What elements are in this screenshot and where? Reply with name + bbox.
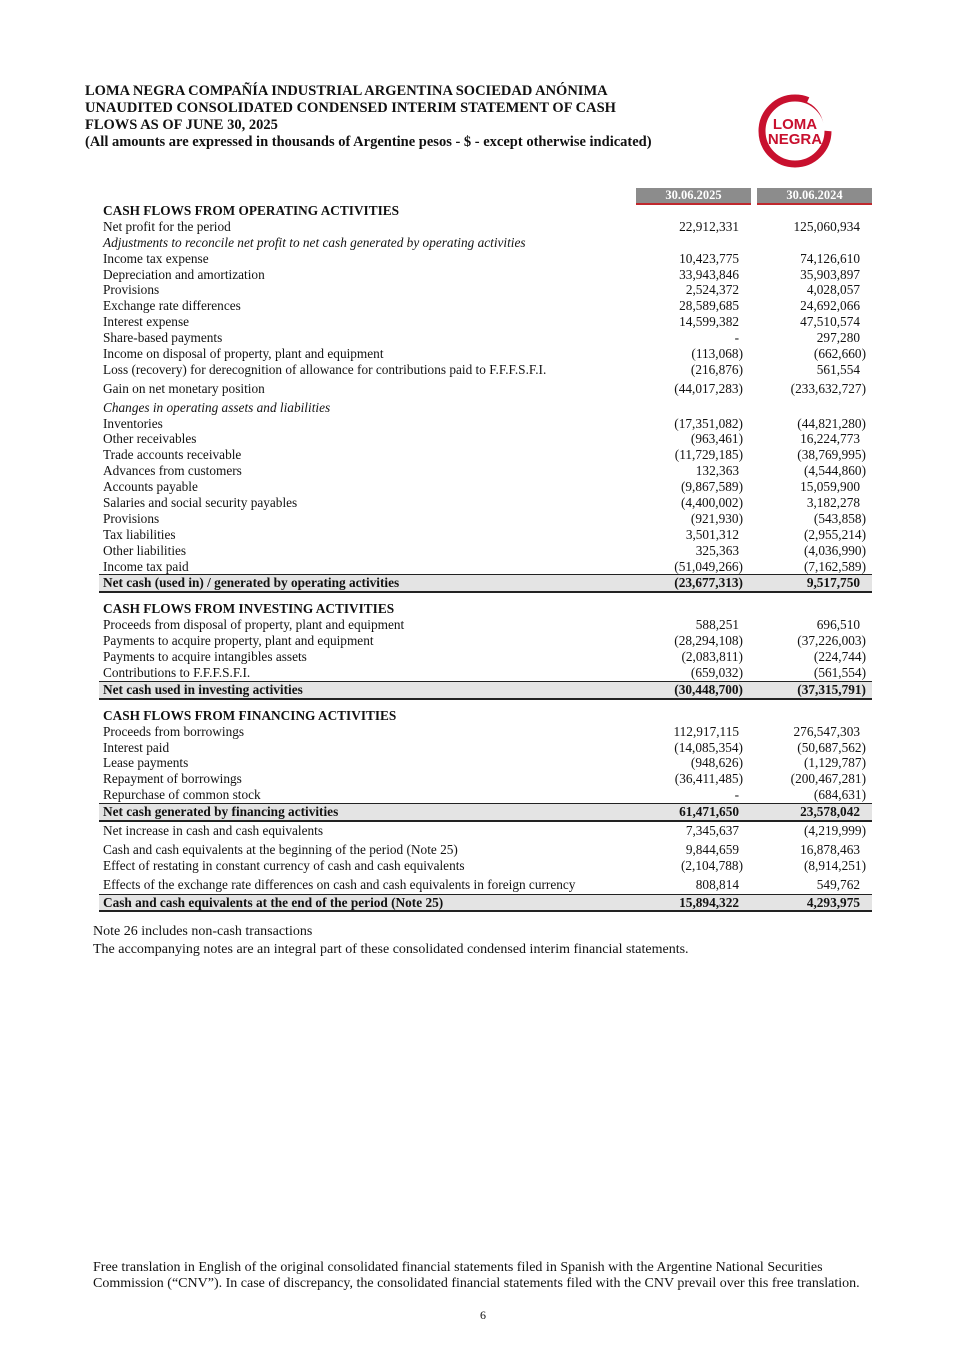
row-label: Trade accounts receivable [103,447,242,463]
value-2024: 35,903,897 [800,266,860,282]
value-2024: (543,858) [813,510,866,526]
value-2025: 61,471,650 [679,804,739,820]
value-2025: 132,363 [695,463,739,479]
value-2025: (659,032) [636,665,751,682]
value-2025: (11,729,185) [674,447,743,463]
value-2024: (662,660) [813,346,866,362]
document-header [85,83,745,151]
row-label: Net cash (used in) / generated by operating activities [103,575,400,591]
table-row [99,858,872,874]
total-row-investing [99,681,872,700]
row-label: Advances from customers [103,463,242,479]
value-2025: 22,912,331 [679,218,739,234]
row-label: CASH FLOWS FROM INVESTING ACTIVITIES [103,601,395,617]
value-2024: 696,510 [816,617,860,633]
page-number: 6 [480,1308,486,1322]
value-2024: (1,129,787) [803,755,866,771]
row-label: Net cash generated by financing activities [103,804,339,820]
table-row [99,251,872,267]
value-2024: 549,762 [816,876,860,892]
value-2024: (224,744) [813,649,866,665]
row-label: Income tax expense [103,250,209,266]
company-name: LOMA NEGRA COMPAÑÍA INDUSTRIAL ARGENTINA SOCIEDAD ANÓNIMA [85,83,608,99]
value-2025: 808,814 [695,876,739,892]
row-label: Inventories [103,415,163,431]
row-label: Lease payments [103,755,189,771]
value-2024: 24,692,066 [800,298,860,314]
value-2025: 2,524,372 [685,282,739,298]
value-2025: (2,083,811) [681,649,743,665]
total-row-operating [99,574,872,593]
notes [93,923,689,959]
row-label: Income on disposal of property, plant and equipment [103,346,384,362]
value-2025: 15,894,322 [679,894,739,910]
value-2025: - [734,330,739,346]
row-label: Cash and cash equivalents at the beginning of the period (Note 25) [103,841,458,857]
column-header-2024: 30.06.2024 [757,188,872,205]
value-2024: 74,126,610 [800,250,860,266]
table-row [99,665,872,681]
value-2025: 14,599,382 [679,314,739,330]
row-label: Net profit for the period [103,218,231,234]
value-2024: (38,769,995) [797,447,866,463]
table-row [99,362,872,378]
table-row [99,755,872,771]
value-2025: - [636,787,751,804]
row-label: Changes in operating assets and liabilities [103,399,331,415]
row-label: Tax liabilities [103,526,176,542]
table-row [99,740,872,756]
value-2025: 3,501,312 [685,526,739,542]
value-2025: (23,677,313) [674,575,743,591]
value-2024: (2,955,214) [803,526,866,542]
value-2025: 33,943,846 [679,266,739,282]
row-label: Salaries and social security payables [103,495,298,511]
value-2024: (37,315,791) [797,681,866,697]
table-row [99,495,872,511]
row-label: Repayment of borrowings [103,771,242,787]
section-heading-operating [99,203,872,219]
row-label: Depreciation and amortization [103,266,265,282]
value-2024: 15,059,900 [800,479,860,495]
table-row [99,527,872,543]
row-label: Provisions [103,510,160,526]
value-2025: (28,294,108) [674,633,743,649]
value-2025: 112,917,115 [673,723,739,739]
table-row [99,431,872,447]
row-label: Effect of restating in constant currency of cash and cash equivalents [103,857,465,873]
table-row [99,877,872,893]
value-2024: 125,060,934 [793,218,860,234]
table-row [99,346,872,362]
table-row [99,330,872,346]
table-row [99,633,872,649]
row-label: Loss (recovery) for derecognition of allowance for contributions paid to F.F.F.S.F.I. [103,361,547,377]
table-row [99,314,872,330]
value-2024: 16,224,773 [800,431,860,447]
value-2024: (4,219,999) [803,822,866,838]
value-2024: 9,517,750 [806,575,860,591]
value-2025: (30,448,700) [674,681,743,697]
cash-flow-table [99,203,872,912]
table-row [99,447,872,463]
statement-title-line1: UNAUDITED CONSOLIDATED CONDENSED INTERIM STATEMENT OF CASH [85,100,616,116]
row-label: Net cash used in investing activities [103,681,303,697]
table-row [99,724,872,740]
row-label: Exchange rate differences [103,298,241,314]
row-label: Provisions [103,282,160,298]
table-row [99,282,872,298]
row-label: Income tax paid [103,558,189,574]
total-row-financing [99,803,872,822]
row-label: Accounts payable [103,479,198,495]
value-2024: (37,226,003) [797,633,866,649]
value-2025: (4,400,002) [680,495,743,511]
value-2025: 9,844,659 [685,841,739,857]
value-2024: (44,821,280) [797,415,866,431]
value-2025: (2,104,788) [680,857,743,873]
value-2024: 561,554 [816,361,860,377]
translation-disclaimer: Free translation in English of the original consolidated financial statements filed in Spanish with the Argentine National Securities Commission (“CNV”). In case of discrepancy, the consolidated financial statements filed with the CNV prevail over this free translation. [93,1260,860,1291]
row-label: CASH FLOWS FROM OPERATING ACTIVITIES [103,203,400,218]
table-row [99,823,872,839]
note-non-cash: Note 26 includes non-cash transactions [93,924,313,939]
value-2024: (561,554) [757,665,872,682]
value-2025: (14,085,354) [674,739,743,755]
table-row [99,219,872,235]
row-label: Other liabilities [103,542,187,558]
value-2024: (4,036,990) [803,542,866,558]
value-2025: 588,251 [695,617,739,633]
value-2024: (4,544,860) [803,463,866,479]
subsection-heading-changes [99,400,872,416]
row-label: Proceeds from borrowings [103,723,245,739]
row-label: Net increase in cash and cash equivalents [103,822,324,838]
section-heading-investing [99,601,872,617]
subsection-heading-adjustments [99,235,872,251]
row-label: Gain on net monetary position [103,380,265,396]
row-label: Interest paid [103,739,170,755]
table-row [99,842,872,858]
value-2025: (17,351,082) [674,415,743,431]
table-row [99,559,872,575]
value-2025: (963,461) [690,431,743,447]
value-2024: (233,632,727) [790,380,866,396]
value-2024: 23,578,042 [800,804,860,820]
value-2025: (948,626) [690,755,743,771]
table-row [99,267,872,283]
row-label: Other receivables [103,431,197,447]
table-row [99,543,872,559]
value-2024: (684,631) [757,787,872,804]
row-label: CASH FLOWS FROM FINANCING ACTIVITIES [103,707,397,723]
statement-title-line2: FLOWS AS OF JUNE 30, 2025 [85,117,278,133]
row-label: Adjustments to reconcile net profit to net cash generated by operating activities [103,234,526,250]
value-2025: (113,068) [691,346,743,362]
table-row [99,298,872,314]
table-row [99,771,872,787]
value-2025: (44,017,283) [674,380,743,396]
value-2025: 10,423,775 [679,250,739,266]
table-row [99,787,872,803]
value-2025: (9,867,589) [680,479,743,495]
value-2025: (51,049,266) [636,559,751,576]
row-label: Share-based payments [103,330,223,346]
value-2024: (7,162,589) [757,559,872,576]
section-heading-financing [99,708,872,724]
table-row [99,479,872,495]
value-2024: 4,293,975 [806,894,860,910]
value-2025: 325,363 [695,542,739,558]
value-2024: 276,547,303 [793,723,860,739]
table-row [99,649,872,665]
note-integral-part: The accompanying notes are an integral part of these consolidated condensed interim financial statements. [93,942,689,957]
row-label: Repurchase of common stock [103,787,261,803]
row-label: Proceeds from disposal of property, plant and equipment [103,617,405,633]
table-row [99,463,872,479]
table-row [99,416,872,432]
value-2024: 4,028,057 [806,282,860,298]
value-2024: (8,914,251) [803,857,866,873]
value-2024: 47,510,574 [800,314,860,330]
value-2025: (36,411,485) [674,771,743,787]
logo-text-line2: NEGRA [767,131,823,148]
value-2025: 7,345,637 [685,822,739,838]
column-header-2025: 30.06.2025 [636,188,751,205]
value-2024: (200,467,281) [790,771,866,787]
total-row-cash-end [99,894,872,913]
amounts-note: (All amounts are expressed in thousands of Argentine pesos - $ - except otherwise indicated) [85,134,652,150]
row-label: Cash and cash equivalents at the end of the period (Note 25) [103,894,444,910]
row-label: Effects of the exchange rate differences on cash and cash equivalents in foreign currency [103,876,576,892]
loma-negra-logo [757,93,833,169]
row-label: Payments to acquire property, plant and equipment [103,633,374,649]
table-row [99,511,872,527]
value-2024: 297,280 [816,330,860,346]
value-2024: 16,878,463 [800,841,860,857]
value-2025: (216,876) [690,361,743,377]
row-label: Contributions to F.F.F.S.F.I. [103,664,251,680]
logo-text-line1: LOMA [772,116,818,133]
table-row [99,381,872,397]
value-2025: 28,589,685 [679,298,739,314]
value-2024: (50,687,562) [797,739,866,755]
value-2024: 3,182,278 [806,495,860,511]
table-row [99,617,872,633]
value-2025: (921,930) [690,510,743,526]
row-label: Payments to acquire intangibles assets [103,649,307,665]
row-label: Interest expense [103,314,190,330]
